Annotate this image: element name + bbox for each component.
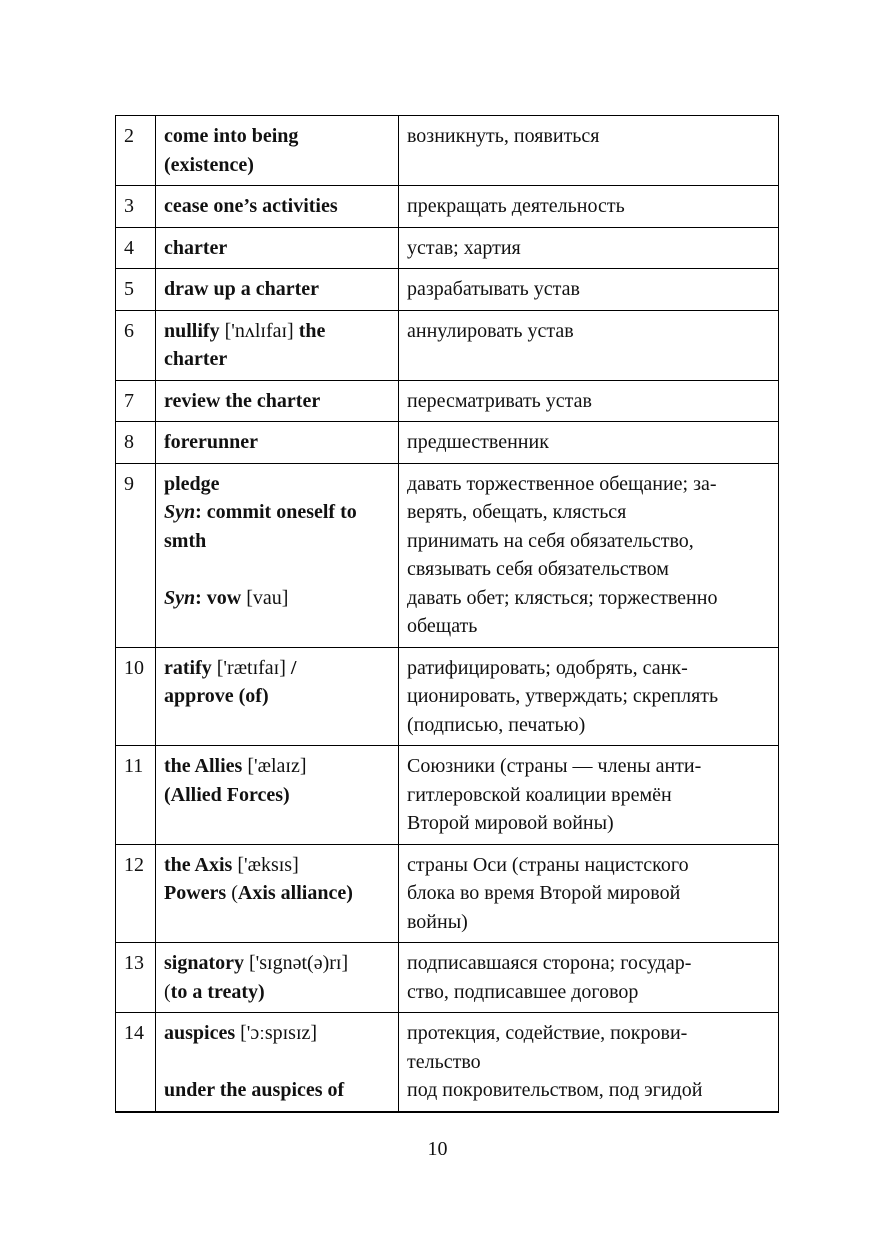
term-segment: nullify xyxy=(164,319,220,342)
term-segment: to a treaty) xyxy=(170,980,265,1003)
term-segment: under the auspices of xyxy=(164,1079,345,1101)
term-line xyxy=(164,584,390,613)
english-term xyxy=(156,746,399,845)
russian-translation xyxy=(399,422,779,464)
russian-translation xyxy=(399,844,779,943)
term-line xyxy=(164,498,390,527)
term-segment: [vau] xyxy=(241,586,289,609)
translation-line: ратифицировать; одобрять, санк- xyxy=(407,656,688,679)
translation-line: возникнуть, появиться xyxy=(407,125,600,147)
term-segment: ratify xyxy=(164,656,212,679)
table-row xyxy=(116,463,779,647)
english-term xyxy=(156,310,399,380)
term-segment: ['ælaɪz] xyxy=(242,755,307,777)
russian-translation xyxy=(399,746,779,845)
english-term xyxy=(156,647,399,746)
term-segment: forerunner xyxy=(164,431,259,453)
term-line xyxy=(164,781,390,810)
term-segment: / xyxy=(290,656,297,679)
table-row xyxy=(116,422,779,464)
term-segment: ['sɪgnət(ə)rɪ] xyxy=(244,952,349,974)
english-term xyxy=(156,227,399,269)
entry-number: 13 xyxy=(116,943,156,1013)
translation-line: устав; хартия xyxy=(407,236,521,259)
term-line xyxy=(164,1048,390,1077)
term-segment: (Allied Forces) xyxy=(164,783,290,806)
translation-line: ционировать, утверждать; скреплять xyxy=(407,685,719,707)
translation-line: верять, обещать, клясться xyxy=(407,501,627,523)
term-line xyxy=(164,192,390,221)
table-row xyxy=(116,116,779,186)
translation-line: давать торжественное обещание; за- xyxy=(407,472,717,495)
table-row xyxy=(116,186,779,228)
term-segment: the xyxy=(298,319,326,342)
term-segment: come into being xyxy=(164,125,299,147)
term-segment: Powers xyxy=(164,882,227,904)
translation-line: протекция, содействие, покрови- xyxy=(407,1022,688,1044)
table-row xyxy=(116,380,779,422)
entry-number: 8 xyxy=(116,422,156,464)
term-segment: : commit oneself to xyxy=(195,501,357,523)
term-line xyxy=(164,470,390,499)
term-segment: review the charter xyxy=(164,389,321,412)
entry-number: 5 xyxy=(116,269,156,311)
table-row xyxy=(116,269,779,311)
russian-translation xyxy=(399,186,779,228)
term-line xyxy=(164,1076,390,1105)
entry-number: 11 xyxy=(116,746,156,845)
russian-translation xyxy=(399,310,779,380)
table-row xyxy=(116,310,779,380)
term-line xyxy=(164,879,390,908)
entry-number: 2 xyxy=(116,116,156,186)
term-line xyxy=(164,752,390,781)
table-row xyxy=(116,844,779,943)
translation-line: Второй мировой войны) xyxy=(407,812,614,834)
translation-line: прекращать деятельность xyxy=(407,195,625,217)
term-line xyxy=(164,428,390,457)
table-row xyxy=(116,943,779,1013)
term-segment: Axis alliance) xyxy=(237,882,353,904)
translation-line: принимать на себя обязательство, xyxy=(407,529,694,552)
translation-line: связывать себя обязательством xyxy=(407,558,669,580)
term-line xyxy=(164,1019,390,1048)
entry-number: 4 xyxy=(116,227,156,269)
term-segment: smth xyxy=(164,529,207,552)
term-segment: (existence) xyxy=(164,153,254,176)
term-segment: the Axis xyxy=(164,853,233,876)
russian-translation xyxy=(399,463,779,647)
vocabulary-table xyxy=(115,115,779,1113)
entry-number: 12 xyxy=(116,844,156,943)
term-line xyxy=(164,151,390,180)
term-segment: : vow xyxy=(195,586,242,609)
term-segment: ( xyxy=(226,882,238,904)
term-segment: charter xyxy=(164,236,228,259)
english-term xyxy=(156,186,399,228)
term-segment: approve (of) xyxy=(164,685,269,707)
page-number: 10 xyxy=(427,1138,448,1160)
term-line xyxy=(164,275,390,304)
term-line xyxy=(164,527,390,556)
russian-translation xyxy=(399,269,779,311)
term-line xyxy=(164,122,390,151)
term-segment: ['æksɪs] xyxy=(232,853,299,876)
translation-line: аннулировать устав xyxy=(407,319,574,342)
entry-number: 14 xyxy=(116,1013,156,1112)
translation-line: ство, подписавшее договор xyxy=(407,980,639,1003)
english-term xyxy=(156,463,399,647)
term-segment: pledge xyxy=(164,472,220,495)
translation-line: блока во время Второй мировой xyxy=(407,882,681,904)
translation-line: страны Оси (страны нацистского xyxy=(407,853,689,876)
translation-line: гитлеровской коалиции времён xyxy=(407,783,672,806)
term-segment: cease one’s activities xyxy=(164,195,338,217)
term-segment: auspices xyxy=(164,1022,236,1044)
english-term xyxy=(156,1013,399,1112)
term-segment: charter xyxy=(164,348,228,370)
table-row xyxy=(116,1013,779,1112)
translation-line: Союзники (страны — члены анти- xyxy=(407,755,702,777)
term-line xyxy=(164,654,390,683)
term-segment: Syn xyxy=(164,586,196,609)
entry-number: 10 xyxy=(116,647,156,746)
russian-translation xyxy=(399,227,779,269)
term-line xyxy=(164,949,390,978)
table-row xyxy=(116,746,779,845)
term-segment: the Allies xyxy=(164,755,243,777)
russian-translation xyxy=(399,116,779,186)
vocabulary-table-body xyxy=(116,116,779,1112)
term-segment: Syn xyxy=(164,501,196,523)
entry-number: 9 xyxy=(116,463,156,647)
table-row xyxy=(116,647,779,746)
english-term xyxy=(156,422,399,464)
english-term xyxy=(156,844,399,943)
translation-line: обещать xyxy=(407,615,478,637)
table-row xyxy=(116,227,779,269)
term-segment: draw up a charter xyxy=(164,278,319,300)
english-term xyxy=(156,943,399,1013)
term-segment: ( xyxy=(164,980,171,1003)
term-line xyxy=(164,978,390,1007)
english-term xyxy=(156,380,399,422)
term-segment: signatory xyxy=(164,952,244,974)
translation-line: войны) xyxy=(407,910,468,933)
term-segment: ['rætɪfaɪ] xyxy=(211,656,291,679)
translation-line: разрабатывать устав xyxy=(407,278,580,300)
english-term xyxy=(156,269,399,311)
term-line xyxy=(164,682,390,711)
term-line xyxy=(164,317,390,346)
term-line xyxy=(164,851,390,880)
russian-translation xyxy=(399,943,779,1013)
translation-line: (подписью, печатью) xyxy=(407,713,586,736)
translation-line: тельство xyxy=(407,1050,481,1073)
term-segment: ['ɔːspɪsɪz] xyxy=(235,1022,318,1044)
entry-number: 3 xyxy=(116,186,156,228)
russian-translation xyxy=(399,647,779,746)
translation-line: под покровительством, под эгидой xyxy=(407,1079,703,1101)
russian-translation xyxy=(399,1013,779,1112)
translation-line: пересматривать устав xyxy=(407,389,592,412)
entry-number: 7 xyxy=(116,380,156,422)
term-segment: ['nʌlɪfaɪ] xyxy=(219,319,299,342)
term-line xyxy=(164,345,390,374)
russian-translation xyxy=(399,380,779,422)
entry-number: 6 xyxy=(116,310,156,380)
translation-line: предшественник xyxy=(407,431,549,453)
term-line xyxy=(164,234,390,263)
english-term xyxy=(156,116,399,186)
term-line xyxy=(164,387,390,416)
term-line xyxy=(164,555,390,584)
translation-line: подписавшаяся сторона; государ- xyxy=(407,952,692,974)
translation-line: давать обет; клясться; торжественно xyxy=(407,586,718,609)
